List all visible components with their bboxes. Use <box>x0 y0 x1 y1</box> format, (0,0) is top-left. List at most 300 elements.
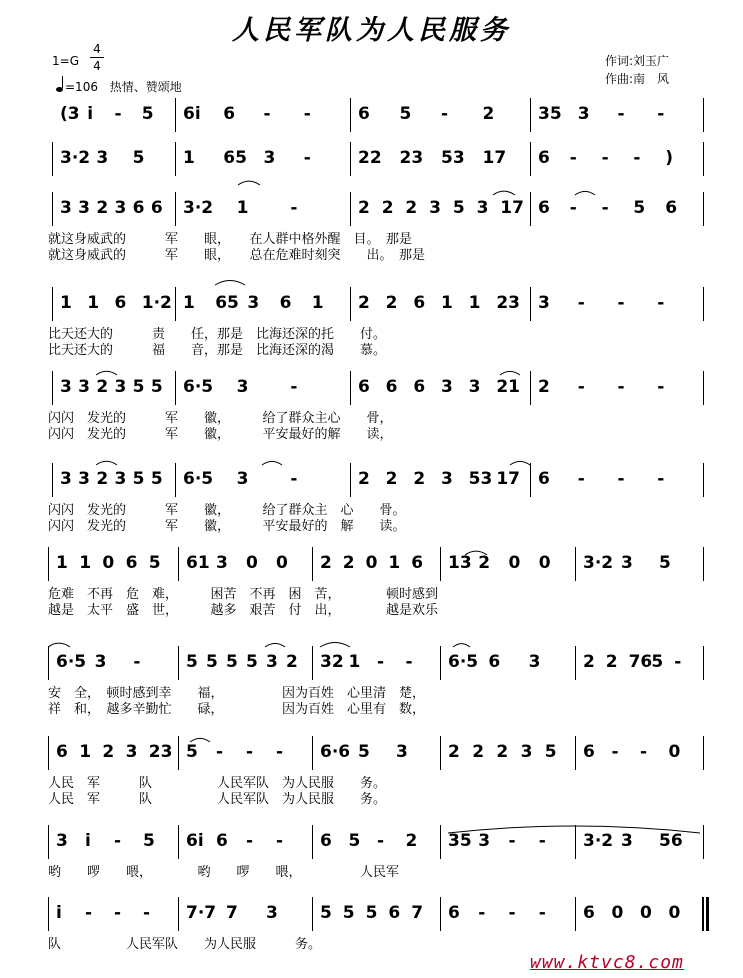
barline <box>48 736 49 770</box>
note-token: - <box>85 903 93 923</box>
slur-mark <box>48 643 70 647</box>
notes-row <box>0 377 743 399</box>
note-token: 3 <box>114 198 127 218</box>
note-token: 2 <box>102 742 115 762</box>
lyric-line: 越是 太平 盛 世， 越多 艰苦 付 出， 越是欢乐 <box>48 603 439 618</box>
note-token: 3 <box>263 148 276 168</box>
lyric-line: 哟 啰 喂， 哟 啰 喂， 人民军 <box>48 865 400 880</box>
note-token: 76 <box>628 652 653 672</box>
notes-row <box>0 148 743 170</box>
note-token: - <box>577 293 585 313</box>
note-token: 0 <box>246 553 258 573</box>
note-token: 35 <box>538 104 562 124</box>
note-token: 3 <box>468 377 481 397</box>
note-token: 2 <box>405 198 418 218</box>
notes-row <box>0 553 743 575</box>
note-token: - <box>577 377 585 397</box>
note-token: 32 <box>320 652 344 672</box>
note-token: 3 <box>441 377 453 397</box>
barline <box>48 547 49 581</box>
note-token: 6i <box>183 104 201 124</box>
lyric-line: 就这身威武的 军 眼， 总在危难时刻突 出。 那是 <box>48 248 426 263</box>
note-token: - <box>657 104 665 124</box>
notes-row <box>0 104 743 126</box>
slur-mark <box>238 181 260 185</box>
note-token: 1 <box>388 553 401 573</box>
notes-row <box>0 469 743 491</box>
note-token: - <box>405 652 413 672</box>
lyric-line: 闪闪 发光的 军 徽， 平安最好的解 读， <box>48 427 393 442</box>
note-token: - <box>657 293 665 313</box>
note-token: - <box>114 831 122 851</box>
barline <box>703 736 704 770</box>
barline <box>703 287 704 321</box>
note-token: - <box>216 742 224 762</box>
barline <box>350 463 351 497</box>
barline <box>312 736 313 770</box>
note-token: 6·5 <box>183 377 214 397</box>
note-token: 7 <box>226 903 238 923</box>
note-token: - <box>114 903 122 923</box>
note-token: 6 <box>56 742 68 762</box>
lyric-line: 就这身威武的 军 眼， 在人群中格外醒 目。 那是 <box>48 232 413 247</box>
time-signature <box>90 42 104 73</box>
note-token: 3 <box>266 652 278 672</box>
note-token: 1 <box>348 652 361 672</box>
note-token: 3 <box>94 652 107 672</box>
note-token: 22 <box>358 148 382 168</box>
time-signature-bottom: 4 <box>93 59 101 73</box>
note-token: - <box>538 831 546 851</box>
note-token: 6 <box>279 293 292 313</box>
note-token: - <box>276 742 284 762</box>
lyric-line: 祥 和， 越多辛勤忙 碌， 因为百姓 心里有 数， <box>48 702 426 717</box>
note-token: 1 <box>87 293 100 313</box>
barline <box>52 287 53 321</box>
lyric-line: 人民 军 队 人民军队 为人民服 务。 <box>48 792 387 807</box>
lyric-line: 闪闪 发光的 军 徽， 平安最好的 解 读。 <box>48 519 406 534</box>
note-token: 2 <box>385 469 398 489</box>
note-token: 6·6 <box>320 742 351 762</box>
note-token: - <box>441 104 449 124</box>
slur-mark <box>510 461 530 465</box>
note-token: 2 <box>448 742 460 762</box>
note-token: 53 <box>468 469 493 489</box>
barline <box>703 825 704 859</box>
barline <box>312 825 313 859</box>
note-token: 3 <box>478 831 491 851</box>
note-token: 61 <box>186 553 210 573</box>
note-token: 6 <box>223 104 236 124</box>
barline <box>350 287 351 321</box>
lyric-line: 安 全， 顿时感到幸 福， 因为百姓 心里清 楚， <box>48 686 426 701</box>
barline <box>575 736 576 770</box>
note-token: 5 <box>348 831 361 851</box>
final-barline <box>706 897 709 931</box>
note-token: 6 <box>358 104 370 124</box>
note-token: 1 <box>236 198 249 218</box>
note-token: 65 <box>215 293 239 313</box>
notes-row <box>0 742 743 764</box>
note-token: 23 <box>148 742 173 762</box>
note-token: 2 <box>413 469 426 489</box>
note-token: 5 <box>148 553 161 573</box>
barline <box>178 547 179 581</box>
note-token: 5 <box>365 903 378 923</box>
note-token: 3 <box>78 377 90 397</box>
note-token: 6 <box>320 831 332 851</box>
barline <box>175 463 176 497</box>
note-token: 7 <box>411 903 424 923</box>
barline <box>178 646 179 680</box>
note-token: 1 <box>468 293 481 313</box>
note-token: - <box>143 903 151 923</box>
note-token: 3·2 <box>183 198 214 218</box>
barline <box>52 463 53 497</box>
note-token: 17 <box>500 198 524 218</box>
note-token: 3 <box>114 469 127 489</box>
note-token: 5 <box>358 742 370 762</box>
note-token: - <box>538 903 546 923</box>
barline <box>530 463 531 497</box>
note-token: 3 <box>56 831 68 851</box>
barline <box>312 547 313 581</box>
note-token: - <box>290 377 298 397</box>
note-token: 6 <box>411 553 424 573</box>
note-token: 5 <box>651 652 664 672</box>
note-token: 6·5 <box>183 469 214 489</box>
note-token: 3 <box>538 293 550 313</box>
note-token: - <box>617 104 625 124</box>
note-token: 3 <box>520 742 533 762</box>
note-token: 2 <box>538 377 550 397</box>
note-token: - <box>303 148 311 168</box>
lyric-line: 危难 不再 危 难， 困苦 不再 困 苦， 顿时感到 <box>48 587 439 602</box>
barline <box>703 371 704 405</box>
note-token: - <box>569 198 577 218</box>
note-token: i <box>56 903 62 923</box>
note-token: 6 <box>583 903 595 923</box>
lyric-line: 闪闪 发光的 军 徽， 给了群众主 心 骨。 <box>48 503 406 518</box>
note-token: 53 <box>441 148 465 168</box>
barline <box>312 646 313 680</box>
note-token: 3·2 <box>583 553 614 573</box>
slur-mark <box>453 644 470 647</box>
lyric-line: 比天还大的 福 音，那是 比海还深的渴 慕。 <box>48 343 387 358</box>
note-token: 6 <box>413 377 426 397</box>
note-token: 3 <box>528 652 541 672</box>
note-token: - <box>246 831 254 851</box>
note-token: - <box>577 469 585 489</box>
tempo-value: =106 <box>65 80 98 94</box>
slur-mark <box>493 191 515 195</box>
note-token: 5 <box>150 377 163 397</box>
barline <box>703 897 704 931</box>
barline <box>178 736 179 770</box>
slur-mark <box>320 643 350 648</box>
note-token: 2 <box>385 293 398 313</box>
notes-row <box>0 652 743 674</box>
note-token: 3 <box>236 377 249 397</box>
note-token: 65 <box>223 148 247 168</box>
barline <box>350 98 351 132</box>
note-token: 0 <box>611 903 624 923</box>
note-token: 2 <box>358 198 370 218</box>
note-token: 13 <box>448 553 472 573</box>
note-token: 5 <box>186 652 198 672</box>
note-token: i <box>85 831 91 851</box>
note-token: 3 <box>247 293 260 313</box>
note-token: - <box>246 742 254 762</box>
note-token: 17 <box>482 148 507 168</box>
note-token: 3 <box>621 831 633 851</box>
note-token: - <box>303 104 311 124</box>
slur-mark <box>96 371 117 375</box>
note-token: 3 <box>60 377 72 397</box>
note-token: 6 <box>538 469 550 489</box>
note-token: 3 <box>266 903 278 923</box>
note-token: 2 <box>358 469 370 489</box>
barline <box>175 287 176 321</box>
note-token: 6 <box>488 652 501 672</box>
note-token: 5 <box>132 148 145 168</box>
barline <box>530 192 531 226</box>
note-token: - <box>674 652 682 672</box>
note-token: 3 <box>429 198 441 218</box>
note-token: 5 <box>633 198 646 218</box>
slur-mark <box>262 461 282 465</box>
note-token: - <box>133 652 141 672</box>
note-token: 6 <box>538 148 550 168</box>
note-token: 56 <box>659 831 683 851</box>
barline <box>703 192 704 226</box>
barline <box>350 192 351 226</box>
note-token: 5 <box>544 742 557 762</box>
note-token: 6 <box>583 742 595 762</box>
note-token: 6 <box>413 293 426 313</box>
note-token: 6 <box>665 198 678 218</box>
note-token: 1 <box>79 742 92 762</box>
note-token: - <box>611 742 619 762</box>
note-token: 5 <box>399 104 412 124</box>
barline <box>175 142 176 176</box>
note-token: 1 <box>311 293 324 313</box>
note-token: 3·2 <box>60 148 91 168</box>
barline <box>48 825 49 859</box>
notes-row <box>0 198 743 220</box>
site-watermark: www.ktvc8.com <box>530 952 684 973</box>
song-title: 人民军队为人民服务 <box>232 15 511 46</box>
note-token: - <box>617 377 625 397</box>
note-token: - <box>601 198 609 218</box>
note-token: 0 <box>640 903 652 923</box>
note-token: 6·5 <box>448 652 479 672</box>
note-token: (3 <box>60 104 80 124</box>
note-token: 0 <box>668 903 681 923</box>
barline <box>178 897 179 931</box>
barline <box>575 825 576 859</box>
note-token: - <box>508 831 516 851</box>
note-token: - <box>478 903 486 923</box>
note-token: 6 <box>538 198 550 218</box>
note-token: - <box>263 104 271 124</box>
note-token: 35 <box>448 831 472 851</box>
note-token: 3 <box>577 104 590 124</box>
key-signature: 1=G <box>52 54 79 68</box>
note-token: 2 <box>496 742 509 762</box>
note-token: 5 <box>186 742 198 762</box>
note-token: 0 <box>276 553 288 573</box>
note-token: 5 <box>132 469 145 489</box>
note-token: 6 <box>358 377 370 397</box>
note-token: 3 <box>78 198 90 218</box>
barline <box>175 371 176 405</box>
slur-mark <box>96 461 117 465</box>
slur-mark <box>500 371 520 375</box>
note-token: 2 <box>605 652 618 672</box>
note-token: - <box>290 198 298 218</box>
note-token: - <box>633 148 641 168</box>
note-token: - <box>601 148 609 168</box>
lyricist: 作词:刘玉广 <box>605 54 670 68</box>
barline <box>440 547 441 581</box>
note-token: 2 <box>286 652 298 672</box>
note-token: 3 <box>396 742 408 762</box>
time-signature-top: 4 <box>93 42 101 56</box>
note-token: 17 <box>496 469 520 489</box>
note-token: 3 <box>60 198 72 218</box>
notes-row <box>0 903 743 925</box>
note-token: 2 <box>381 198 394 218</box>
notes-row <box>0 293 743 315</box>
note-token: - <box>377 831 385 851</box>
barline <box>530 287 531 321</box>
note-token: - <box>290 469 298 489</box>
note-token: 1·2 <box>141 293 172 313</box>
note-token: 5 <box>132 377 145 397</box>
note-token: 6 <box>448 903 460 923</box>
barline <box>530 98 531 132</box>
barline <box>703 142 704 176</box>
barline <box>350 371 351 405</box>
note-token: 1 <box>79 553 92 573</box>
note-token: 1 <box>56 553 68 573</box>
note-token: 2 <box>583 652 595 672</box>
barline <box>703 646 704 680</box>
barline <box>52 371 53 405</box>
note-token: 6 <box>114 293 127 313</box>
note-token: 6 <box>132 198 145 218</box>
note-token: 7·7 <box>186 903 217 923</box>
slur-mark <box>265 643 285 647</box>
note-token: 5 <box>659 553 671 573</box>
note-token: 6i <box>186 831 204 851</box>
note-token: 2 <box>96 377 109 397</box>
note-token: 1 <box>441 293 453 313</box>
note-token: 3 <box>236 469 249 489</box>
lyric-line: 人民 军 队 人民军队 为人民服 务。 <box>48 776 387 791</box>
note-token: 3 <box>125 742 138 762</box>
note-token: 21 <box>496 377 520 397</box>
note-token: 2 <box>96 198 109 218</box>
note-token: - <box>508 903 516 923</box>
note-token: 5 <box>150 469 163 489</box>
notes-row <box>0 831 743 853</box>
final-barline-thin <box>702 897 703 931</box>
note-token: - <box>377 652 385 672</box>
barline <box>175 192 176 226</box>
note-token: 5 <box>206 652 218 672</box>
barline <box>48 897 49 931</box>
barline <box>440 736 441 770</box>
note-token: 1 <box>183 293 195 313</box>
note-token: 5 <box>226 652 238 672</box>
barline <box>175 98 176 132</box>
note-token: 2 <box>342 553 355 573</box>
note-token: 5 <box>141 104 154 124</box>
slur-mark <box>575 191 595 195</box>
barline <box>52 192 53 226</box>
note-token: 3 <box>96 148 109 168</box>
note-token: - <box>617 469 625 489</box>
note-token: ) <box>665 148 673 168</box>
note-token: 0 <box>102 553 115 573</box>
barline <box>312 897 313 931</box>
note-token: 2 <box>478 553 491 573</box>
note-token: 6 <box>150 198 163 218</box>
note-token: 3·2 <box>583 831 614 851</box>
lyric-line: 比天还大的 责 任，那是 比海还深的托 付。 <box>48 327 387 342</box>
note-token: - <box>640 742 648 762</box>
note-token: 0 <box>538 553 551 573</box>
note-token: 1 <box>60 293 72 313</box>
note-token: - <box>276 831 284 851</box>
note-token: - <box>114 104 122 124</box>
note-token: 3 <box>621 553 633 573</box>
expression-mark: 热情、赞颂地 <box>109 80 182 94</box>
note-token: 0 <box>508 553 521 573</box>
note-token: 6 <box>216 831 228 851</box>
note-token: 3 <box>78 469 90 489</box>
barline <box>52 142 53 176</box>
note-token: 2 <box>96 469 109 489</box>
note-token: - <box>657 377 665 397</box>
barline <box>703 547 704 581</box>
note-token: 6 <box>385 377 398 397</box>
credits <box>605 52 669 88</box>
note-token: 5 <box>452 198 465 218</box>
note-token: 2 <box>472 742 485 762</box>
note-token: 3 <box>476 198 489 218</box>
note-token: 2 <box>358 293 370 313</box>
barline <box>530 371 531 405</box>
barline <box>440 897 441 931</box>
note-token: 6 <box>125 553 138 573</box>
note-token: i <box>87 104 94 124</box>
note-token: 2 <box>405 831 418 851</box>
barline <box>575 547 576 581</box>
barline <box>575 646 576 680</box>
note-token: 1 <box>183 148 195 168</box>
note-token: 5 <box>143 831 155 851</box>
note-token: 3 <box>441 469 453 489</box>
note-token: 6·5 <box>56 652 87 672</box>
note-token: 5 <box>320 903 332 923</box>
note-token: 23 <box>399 148 424 168</box>
slur-mark <box>215 281 245 286</box>
note-token: 0 <box>668 742 681 762</box>
barline <box>350 142 351 176</box>
